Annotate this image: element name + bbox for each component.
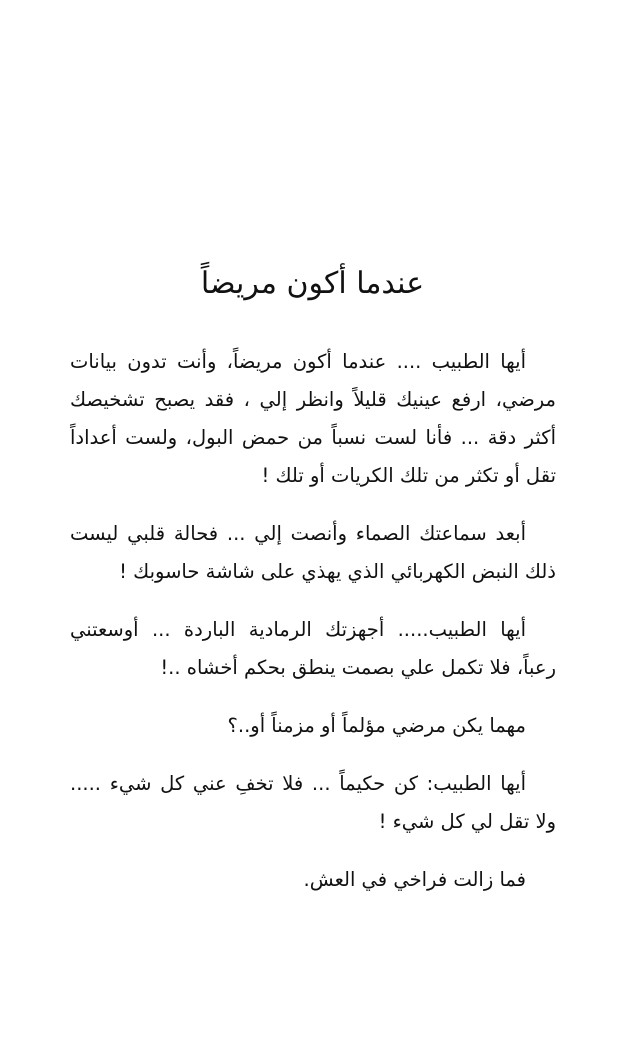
paragraph-2: أبعد سماعتك الصماء وأنصت إلي ... فحالة قلبي ليست ذلك النبض الكهربائي الذي يهذي على شاشة حاسوبك ! [70, 522, 556, 583]
paragraph-4: مهما يكن مرضي مؤلماً أو مزمناً أو..؟ [227, 714, 526, 737]
document-body [70, 343, 556, 919]
paragraph-6: فما زالت فراخي في العش. [303, 868, 526, 891]
paragraph-1: أيها الطبيب .... عندما أكون مريضاً، وأنت تدون بيانات مرضي، ارفع عينيك قليلاً وانظر إلي ، فقد يصبح تشخيصك أكثر دقة ... فأنا لست نسباً من حمض البول، ولست أعداداً تقل أو تكثر من تلك الكريات أو تلك ! [70, 350, 556, 487]
document-title: عندما أكون مريضاً [200, 266, 425, 301]
paragraph-5: أيها الطبيب: كن حكيماً ... فلا تخفِ عني كل شيء ..... ولا تقل لي كل شيء ! [70, 772, 556, 833]
paragraph-3: أيها الطبيب..... أجهزتك الرمادية الباردة ... أوسعتني رعباً، فلا تكمل علي بصمت ينطق بحكم أخشاه ..! [70, 618, 556, 679]
